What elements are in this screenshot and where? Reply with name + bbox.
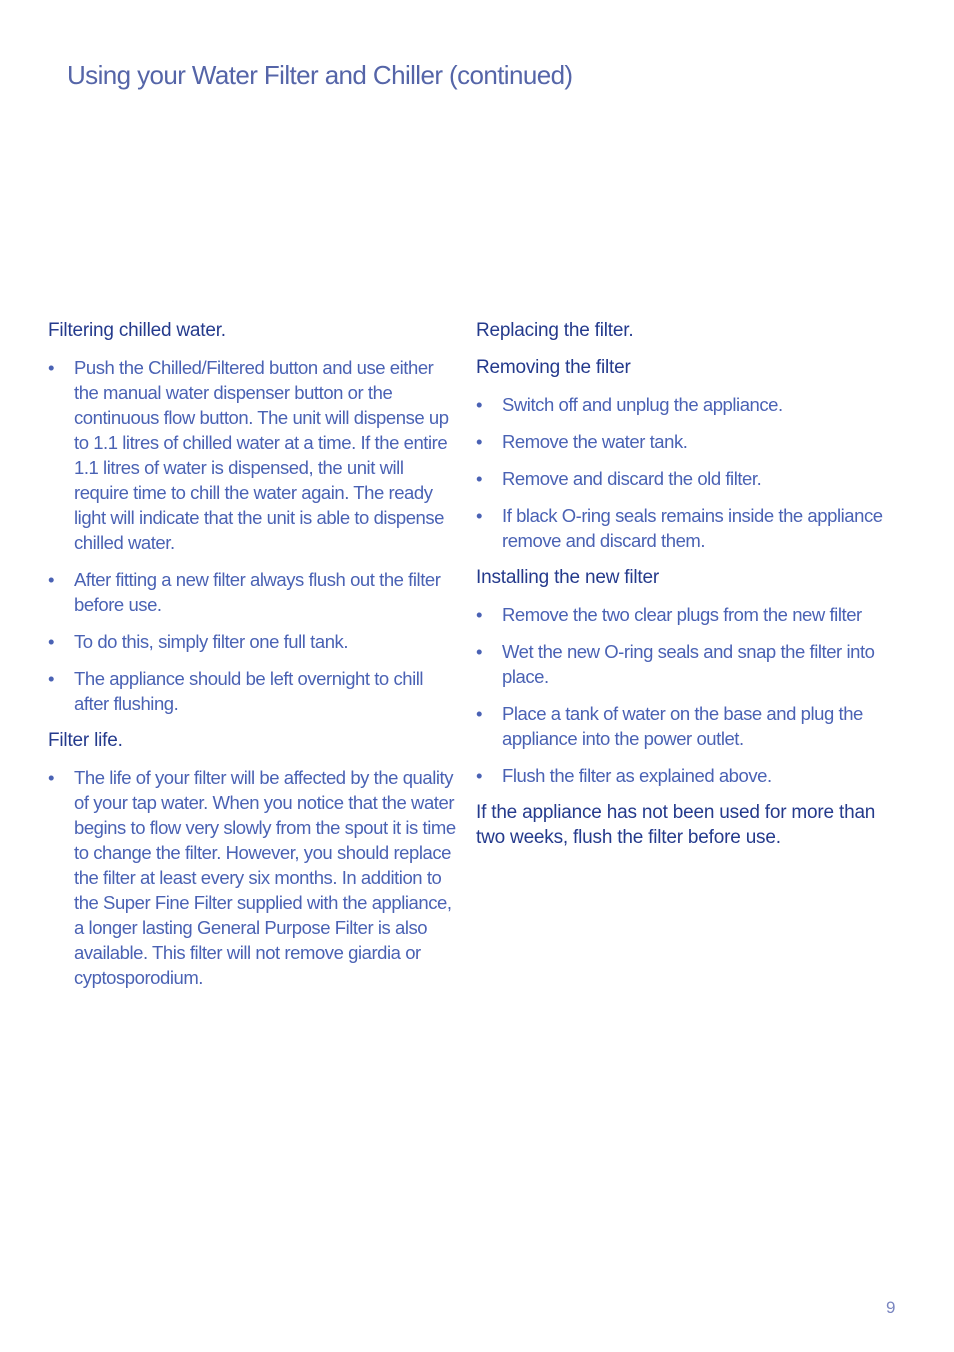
page-number: 9 — [886, 1298, 896, 1317]
list-item — [476, 466, 896, 491]
list-item-text: Remove the water tank. — [502, 431, 688, 452]
page-title: Using your Water Filter and Chiller (continued) — [67, 60, 573, 90]
flush-note: If the appliance has not been used for more than two weeks, flush the filter before use. — [476, 802, 876, 848]
filtering-chilled-water-list — [48, 355, 460, 716]
bullet-icon: • — [476, 604, 483, 625]
list-item-text: Push the Chilled/Filtered button and use either the manual water dispenser button or the continuous flow button. The unit will dispense up to 1.1 litres of chilled water at a time. If the entire 1.1 litres of water is dispensed, the unit will require time to chill the water again. The ready light will indicate that the unit is able to dispense chilled water. — [74, 357, 449, 553]
list-item-text: The appliance should be left overnight to chill after flushing. — [74, 668, 424, 714]
list-item — [476, 429, 896, 454]
list-item-text: Remove the two clear plugs from the new filter — [502, 604, 862, 625]
subheading-removing-the-filter: Removing the filter — [476, 357, 631, 378]
left-column — [48, 318, 460, 1002]
list-item-text: Place a tank of water on the base and plug the appliance into the power outlet. — [502, 703, 863, 749]
bullet-icon: • — [48, 357, 55, 378]
list-item — [476, 602, 896, 627]
list-item — [476, 503, 896, 553]
bullet-icon: • — [48, 569, 55, 590]
list-item-text: Wet the new O-ring seals and snap the filter into place. — [502, 641, 875, 687]
list-item — [476, 701, 896, 751]
list-item-text: Flush the filter as explained above. — [502, 765, 772, 786]
section-heading-filter-life: Filter life. — [48, 730, 123, 751]
removing-filter-list — [476, 392, 896, 553]
list-item-text: The life of your filter will be affected by the quality of your tap water. When you notice that the water begins to flow very slowly from the spout it is time to change the filter. However, you should replace the filter at least every six months. In addition to the Super Fine Filter supplied with the appliance, a longer lasting General Purpose Filter is also available. This filter will not remove giardia or cyptosporodium. — [74, 767, 456, 988]
list-item-text: Remove and discard the old filter. — [502, 468, 762, 489]
section-heading-replacing-the-filter: Replacing the filter. — [476, 320, 634, 341]
list-item — [476, 763, 896, 788]
list-item — [48, 666, 460, 716]
right-column — [476, 318, 896, 850]
list-item-text: After fitting a new filter always flush out the filter before use. — [74, 569, 441, 615]
list-item-text: If black O-ring seals remains inside the appliance remove and discard them. — [502, 505, 883, 551]
installing-filter-list — [476, 602, 896, 788]
list-item — [476, 639, 896, 689]
bullet-icon: • — [48, 631, 55, 652]
bullet-icon: • — [476, 505, 483, 526]
bullet-icon: • — [476, 641, 483, 662]
list-item — [48, 765, 460, 990]
bullet-icon: • — [476, 431, 483, 452]
bullet-icon: • — [48, 767, 55, 788]
subheading-installing-the-new-filter: Installing the new filter — [476, 567, 659, 588]
filter-life-list — [48, 765, 460, 990]
bullet-icon: • — [476, 703, 483, 724]
section-heading-filtering-chilled-water: Filtering chilled water. — [48, 320, 226, 341]
list-item-text: Switch off and unplug the appliance. — [502, 394, 783, 415]
bullet-icon: • — [476, 394, 483, 415]
bullet-icon: • — [476, 468, 483, 489]
list-item — [48, 629, 460, 654]
list-item-text: To do this, simply filter one full tank. — [74, 631, 349, 652]
bullet-icon: • — [48, 668, 55, 689]
list-item — [48, 355, 460, 555]
bullet-icon: • — [476, 765, 483, 786]
list-item — [48, 567, 460, 617]
list-item — [476, 392, 896, 417]
